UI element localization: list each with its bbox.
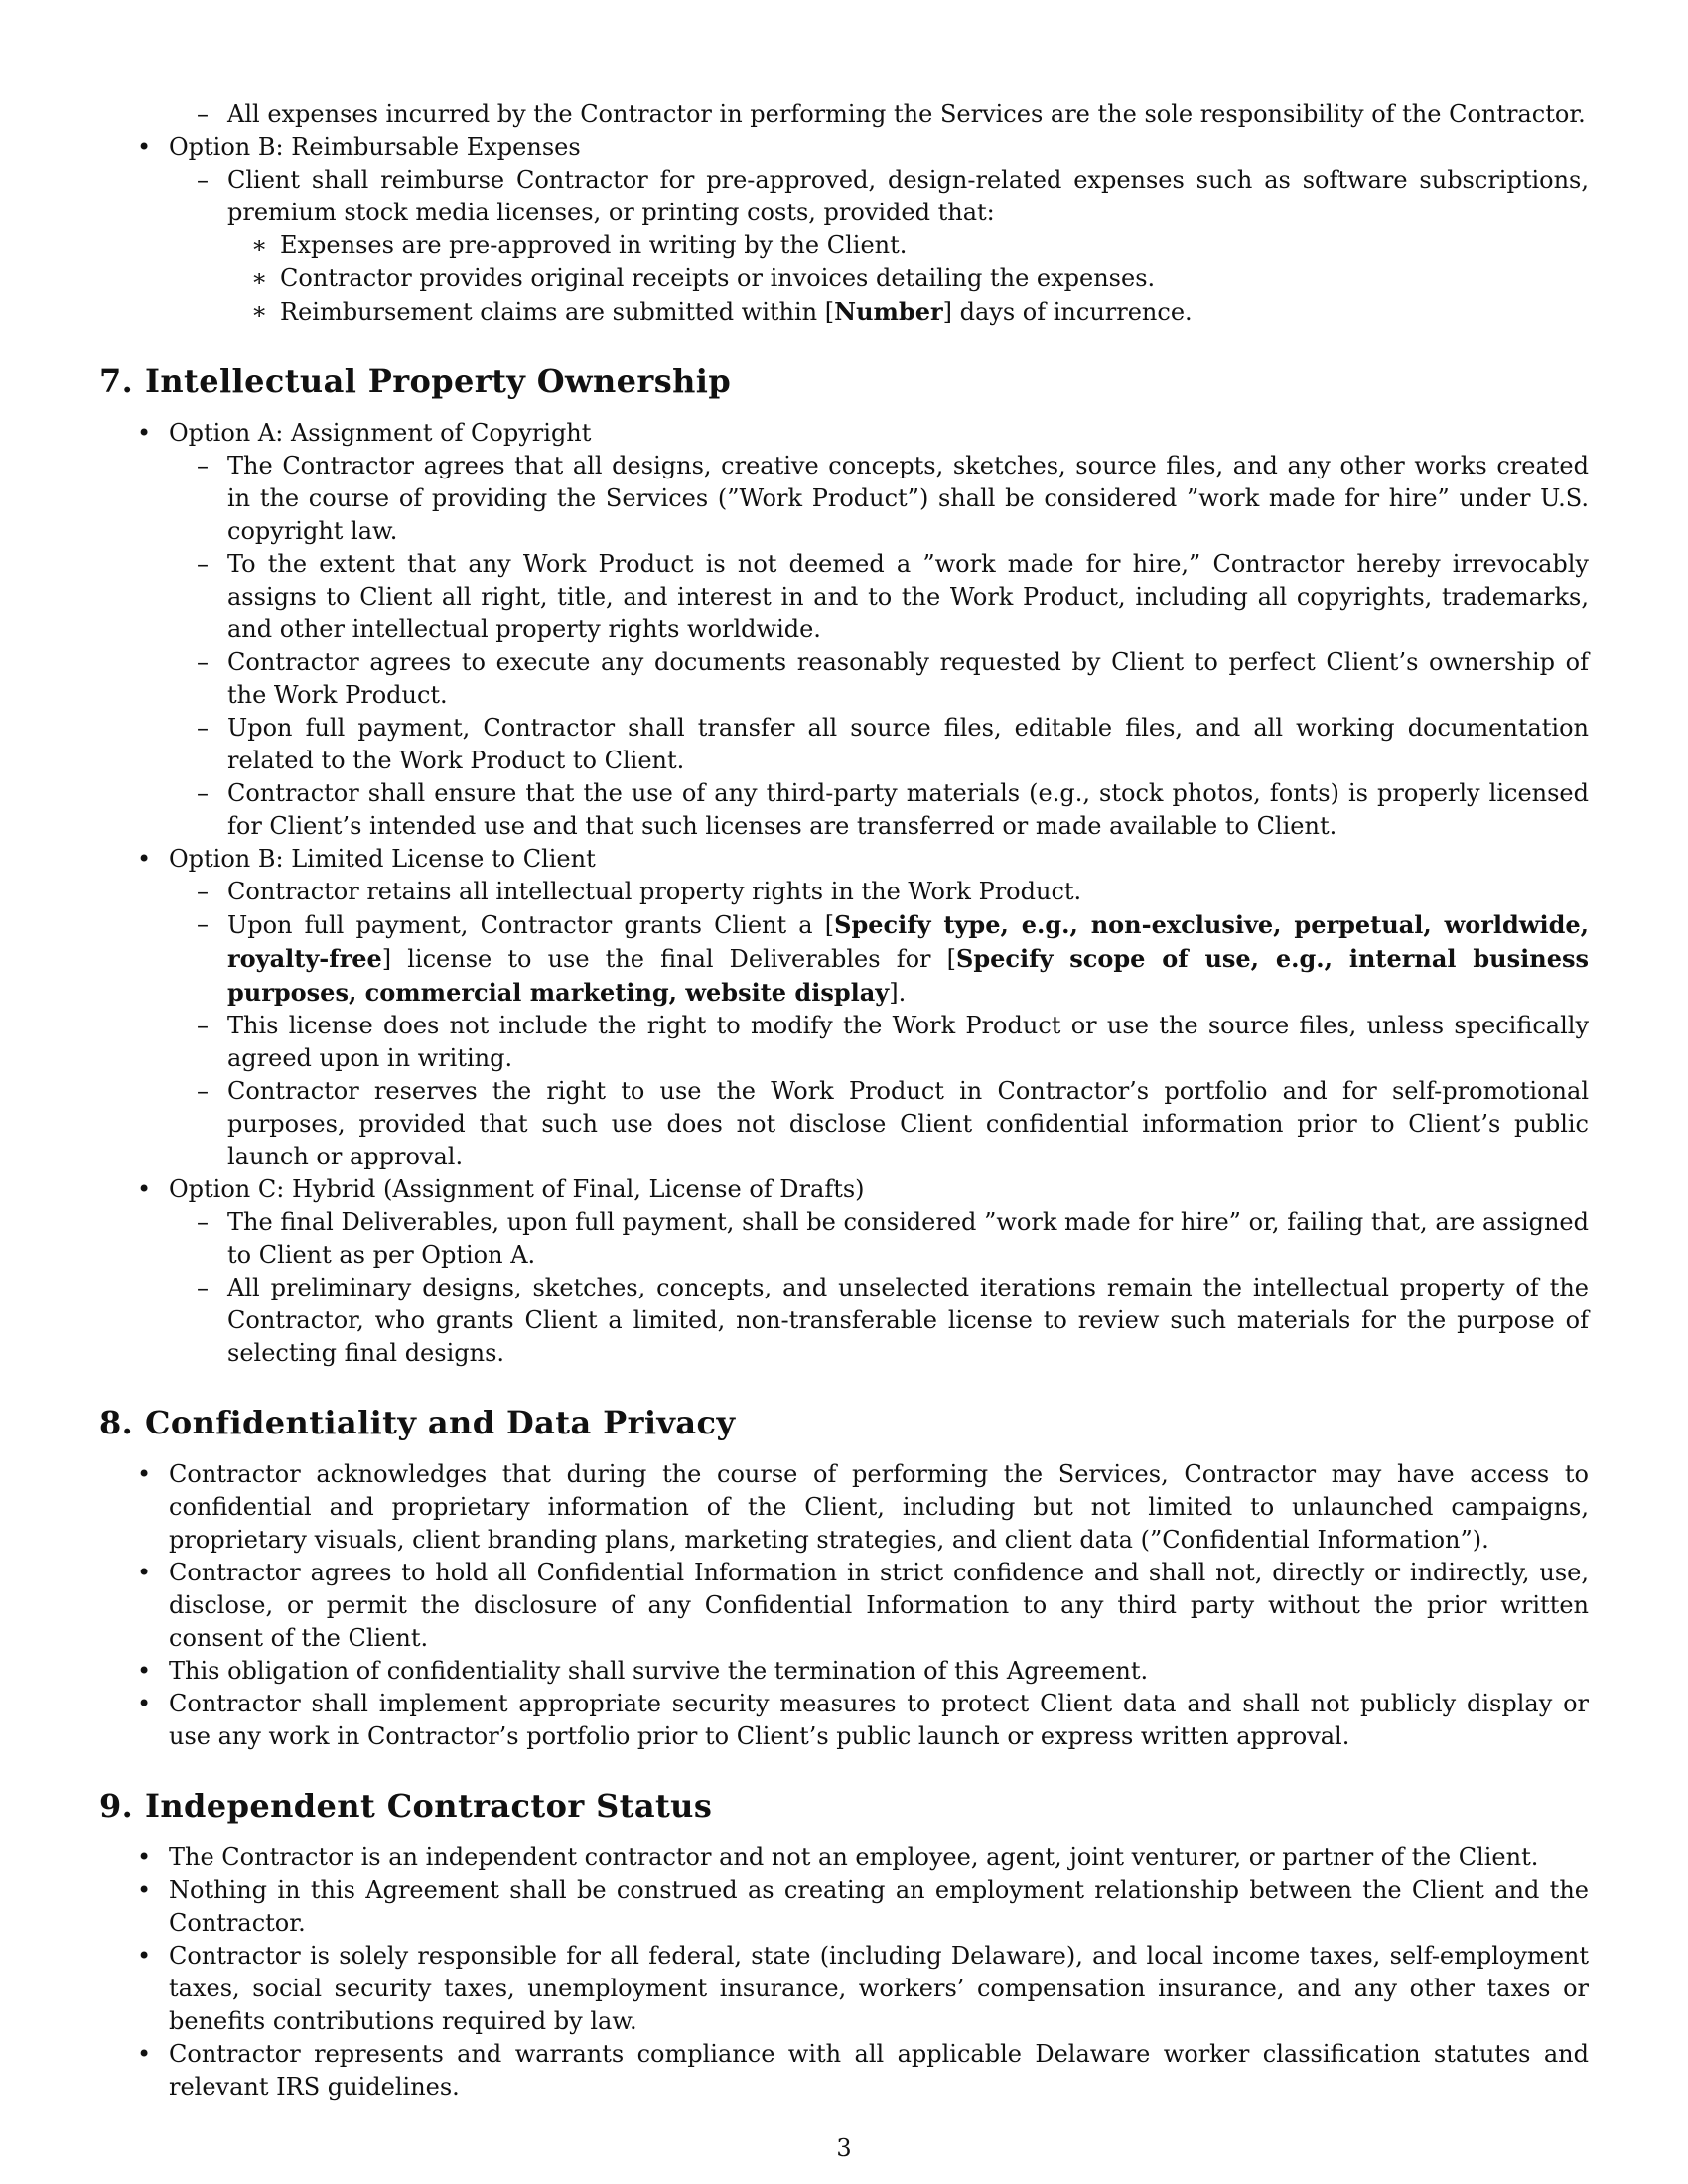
list-item: – To the extent that any Work Product is not deemed a ”work made for hire,” Contractor hereby irrevocably assigns to Client all right, title, and interest in and to the Work Product, including all copyrights, trademarks, and other intellectual property rights worldwide. [99, 548, 1589, 646]
list-item: – Contractor shall ensure that the use of any third-party materials (e.g., stock photos, fonts) is properly licensed for Client’s intended use and that such licenses are transferred or made available to Client. [99, 777, 1589, 843]
section-heading-8: 8. Confidentiality and Data Privacy [99, 1404, 736, 1441]
list-item: – Contractor retains all intellectual property rights in the Work Product. [99, 876, 1589, 908]
list-item: • Contractor acknowledges that during the course of performing the Services, Contractor may have access to confidential and proprietary information of the Client, including but not limited to unlaunched campaigns, proprietary visuals, client branding plans, marketing strategies, and client data (”Confidential Information”). [99, 1458, 1589, 1557]
list-item: – Contractor agrees to execute any documents reasonably requested by Client to perfect Client’s ownership of the Work Product. [99, 646, 1589, 712]
list-item: • Contractor shall implement appropriate security measures to protect Client data and shall not publicly display or use any work in Contractor’s portfolio prior to Client’s public launch or express written approval. [99, 1688, 1589, 1753]
list-item: ∗ Reimbursement claims are submitted within [Number] days of incurrence. [99, 295, 1589, 329]
list-item: • Option A: Assignment of Copyright [99, 417, 1589, 450]
list-item: • Option B: Limited License to Client [99, 843, 1589, 876]
list-item: ∗ Contractor provides original receipts or invoices detailing the expenses. [99, 262, 1589, 295]
list-item: – The final Deliverables, upon full payment, shall be considered ”work made for hire” or, failing that, are assigned to Client as per Option A. [99, 1206, 1589, 1272]
list-item: – Contractor reserves the right to use the Work Product in Contractor’s portfolio and for self-promotional purposes, provided that such use does not disclose Client confidential information prior to Client’s public launch or approval. [99, 1075, 1589, 1173]
list-item: • Contractor is solely responsible for all federal, state (including Delaware), and local income taxes, self-employment taxes, social security taxes, unemployment insurance, workers’ compensation insurance, and any other taxes or benefits contributions required by law. [99, 1940, 1589, 2038]
list-item: ∗ Expenses are pre-approved in writing by the Client. [99, 229, 1589, 262]
list-item: – Upon full payment, Contractor grants Client a [Specify type, e.g., non-exclusive, perpetual, worldwide, royalty-free] license to use the final Deliverables for [Specify scope of use, e.g., internal business purposes, commercial marketing, website display]. [99, 908, 1589, 1010]
list-item: – Upon full payment, Contractor shall transfer all source files, editable files, and all working documentation related to the Work Product to Client. [99, 712, 1589, 777]
section-heading-7: 7. Intellectual Property Ownership [99, 362, 732, 400]
list-item: • The Contractor is an independent contractor and not an employee, agent, joint venturer, or partner of the Client. [99, 1842, 1589, 1874]
list-item: – The Contractor agrees that all designs, creative concepts, sketches, source files, and any other works created in the course of providing the Services (”Work Product”) shall be considered ”work made for hire” under U.S. copyright law. [99, 450, 1589, 548]
list-item: • Nothing in this Agreement shall be construed as creating an employment relationship between the Client and the Contractor. [99, 1874, 1589, 1940]
document-page [99, 98, 1589, 2104]
list-item: – This license does not include the right to modify the Work Product or use the source files, unless specifically agreed upon in writing. [99, 1010, 1589, 1075]
list-item: – All expenses incurred by the Contractor in performing the Services are the sole responsibility of the Contractor. [99, 98, 1589, 131]
list-item: – Client shall reimburse Contractor for pre-approved, design-related expenses such as software subscriptions, premium stock media licenses, or printing costs, provided that: [99, 164, 1589, 229]
list-item: • Option C: Hybrid (Assignment of Final, License of Drafts) [99, 1173, 1589, 1206]
section-heading-9: 9. Independent Contractor Status [99, 1787, 713, 1825]
list-item: – All preliminary designs, sketches, concepts, and unselected iterations remain the intellectual property of the Contractor, who grants Client a limited, non-transferable license to review such materials for the purpose of selecting final designs. [99, 1272, 1589, 1370]
page-number: 3 [836, 2134, 852, 2162]
list-item: • Option B: Reimbursable Expenses [99, 131, 1589, 164]
list-item: • Contractor represents and warrants compliance with all applicable Delaware worker classification statutes and relevant IRS guidelines. [99, 2038, 1589, 2104]
list-item: • Contractor agrees to hold all Confidential Information in strict confidence and shall not, directly or indirectly, use, disclose, or permit the disclosure of any Confidential Information to any third party without the prior written consent of the Client. [99, 1557, 1589, 1655]
list-item: • This obligation of confidentiality shall survive the termination of this Agreement. [99, 1655, 1589, 1688]
